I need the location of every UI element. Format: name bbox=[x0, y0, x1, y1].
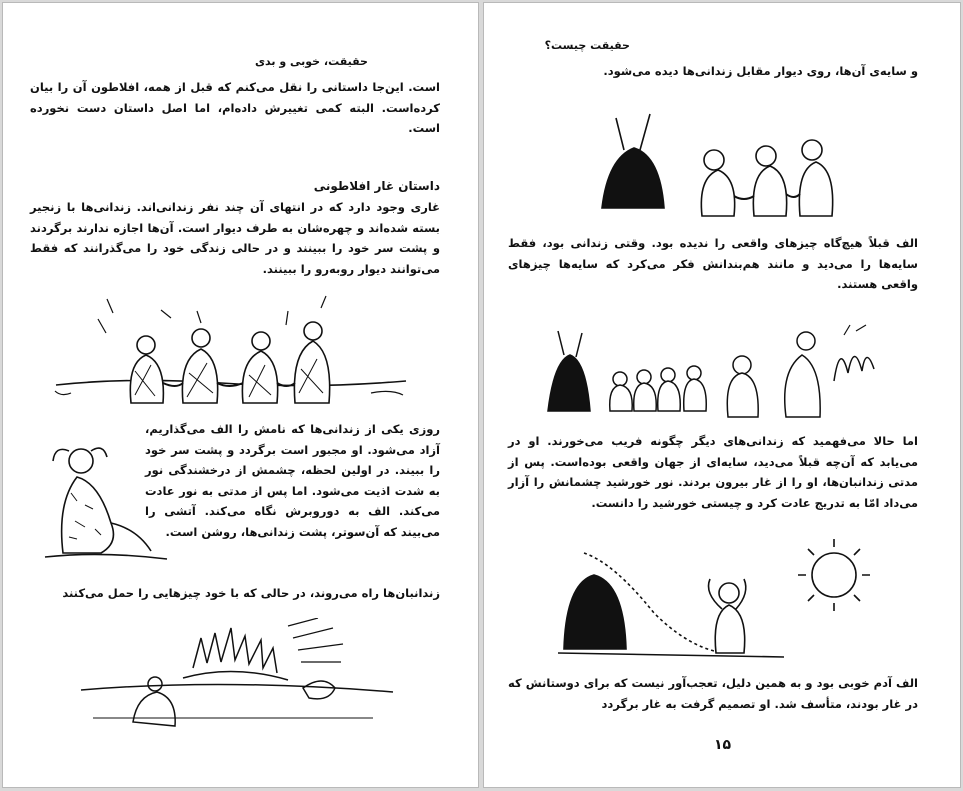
shadow-and-prisoners-illustration bbox=[594, 108, 854, 218]
jailers-paragraph: زندانبان‌ها راه می‌روند، در حالی که با خود چیزهایی را حمل می‌کنند bbox=[62, 586, 440, 600]
alef-paragraph: روزی یکی از زندانی‌ها که نامش را الف می‌گذاریم، آزاد می‌شود. او مجبور است برگردد و پشت سر خود را ببیند. در اولین لحظه، چشمش از درخشندگی نور به شدت اذیت می‌شود. اما پس از مدتی به نور عادت می‌کند. الف به دوروبرش نگاه می‌کند. آتشی را می‌بیند که آن‌سوتر، پشت زندانی‌ها، روشن است. bbox=[145, 422, 440, 539]
intro-paragraph: است. این‌جا داستانی را نقل می‌کنم که قبل از همه، افلاطون آن را بیان کرده‌است. البته کمی تغییرش داده‌ام، اما اصل داستان دست نخورده است. bbox=[30, 80, 440, 135]
page-number: ۱۵ bbox=[714, 737, 732, 753]
running-header-left: حقیقت، خوبی و بدی bbox=[254, 55, 368, 68]
freed-prisoner-illustration bbox=[41, 433, 169, 563]
right-page bbox=[483, 2, 961, 788]
chained-prisoners-illustration bbox=[51, 293, 411, 418]
running-header-right: حقیقت چیست؟ bbox=[544, 39, 630, 52]
outside-cave-sun-illustration bbox=[554, 533, 894, 663]
paragraph-2: اما حالا می‌فهمید که زندانی‌های دیگر چگونه فریب می‌خورند. او در می‌یابد که آن‌چه قبلاً می‌دید، سایه‌ای از جهان واقعی بوده‌است. پس از مدتی زندانبان‌ها، او را از غار بیرون بردند. نور خورشید چشمانش را آزار می‌داد امّا به تدریج عادت کرد و چیستی خورشید را دانست. bbox=[508, 434, 918, 510]
section-title: داستان غار افلاطونی bbox=[313, 179, 440, 193]
left-page bbox=[2, 2, 479, 788]
intro-line: و سایه‌ی آن‌ها، روی دیوار مقابل زندانی‌ها دیده می‌شود. bbox=[603, 64, 918, 78]
paragraph-3: الف آدم خوبی بود و به همین دلیل، تعجب‌آور نیست که برای دوستانش که در غار بودند، متأسف شد. او تصمیم گرفت به غار برگردد bbox=[508, 676, 918, 711]
freed-prisoner-sees-fire-illustration bbox=[544, 321, 884, 426]
fire-illustration bbox=[73, 618, 403, 733]
cave-paragraph: غاری وجود دارد که در انتهای آن چند نفر زندانی‌اند. زندانی‌ها با زنجیر بسته شده‌اند و چهره‌شان به طرف دیوار است. آن‌ها اجازه ندارند برگردند و پشت سر خود را ببینند و در حالی زندگی خود را می‌گذرانند که فقط می‌توانند دیوار روبه‌رو را ببینند. bbox=[30, 200, 440, 276]
paragraph-1: الف قبلاً هیچ‌گاه چیزهای واقعی را ندیده بود. وقتی زندانی بود، فقط سایه‌ها را می‌دید و مانند هم‌بندانش فکر می‌کرد که سایه‌ها چیزهای واقعی هستند. bbox=[508, 236, 918, 291]
